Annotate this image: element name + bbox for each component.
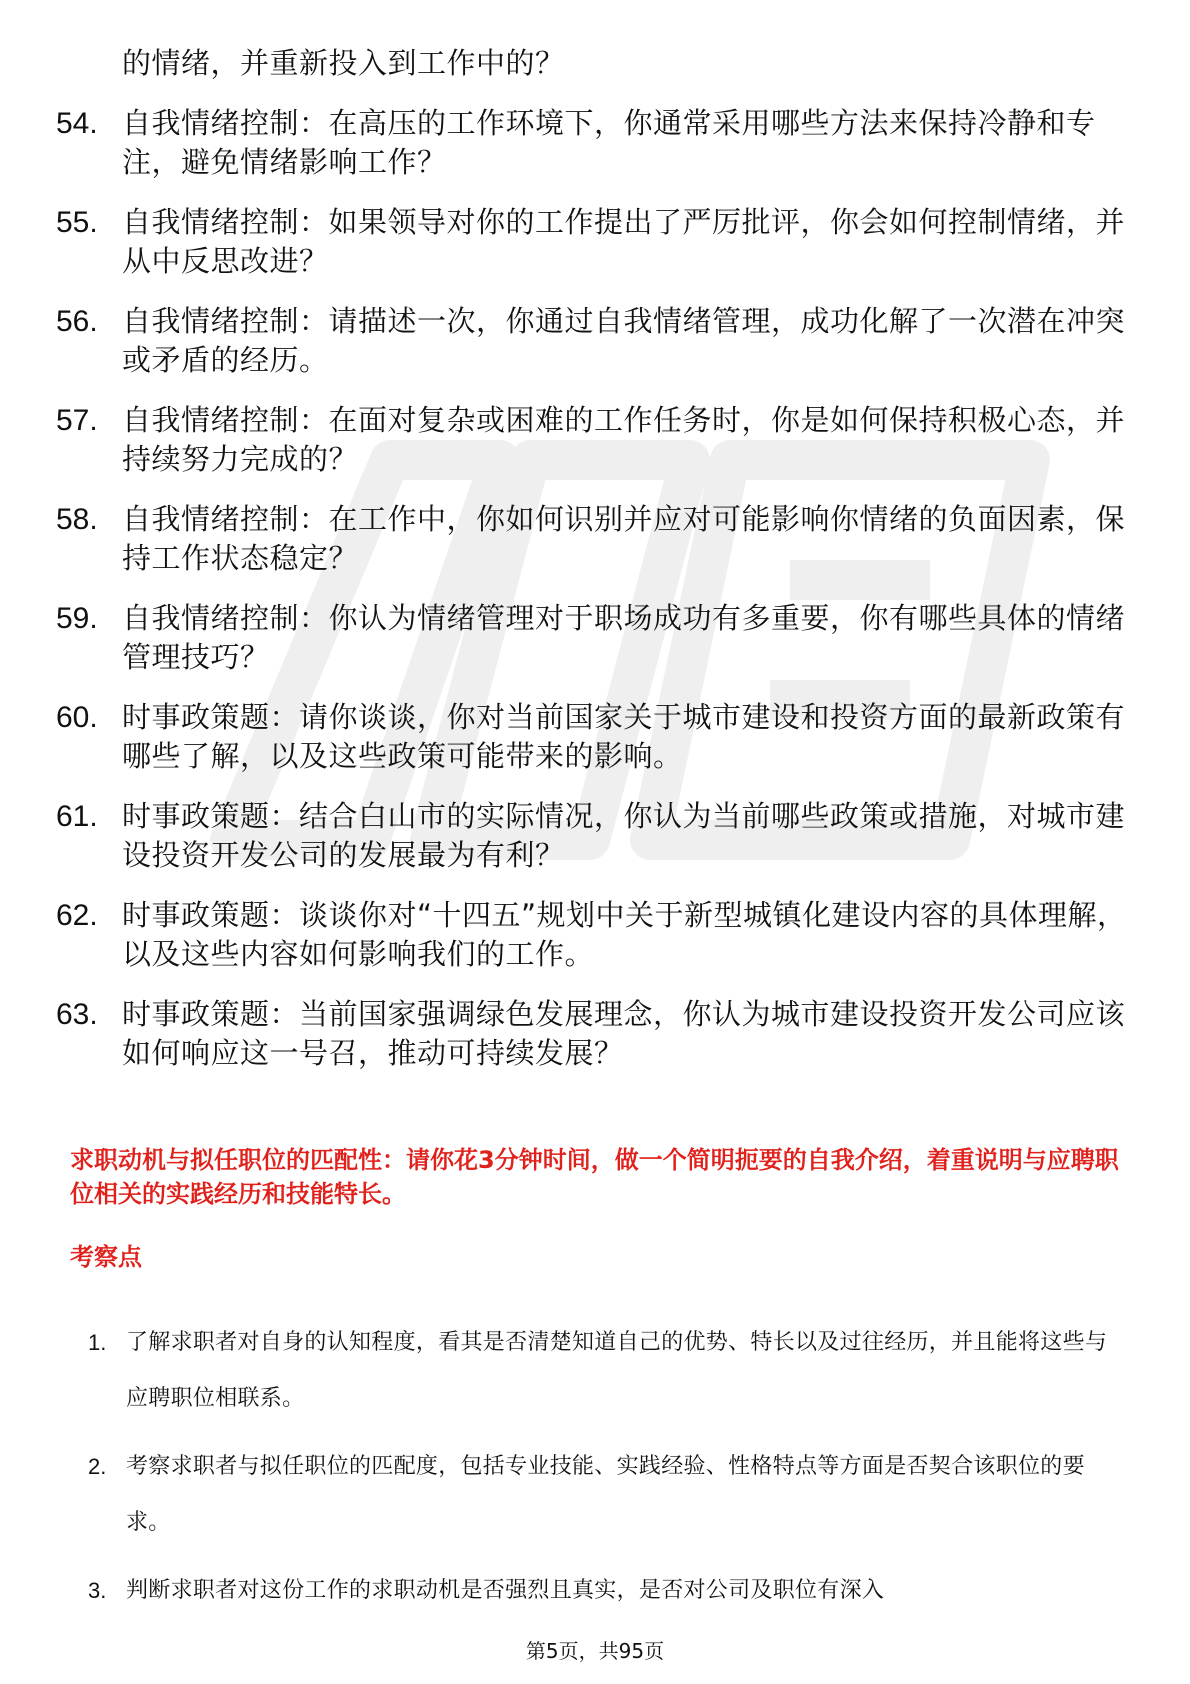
list-item (56, 599, 1136, 677)
question-number: 55. (56, 206, 98, 239)
question-number: 59. (56, 602, 98, 635)
list-item (56, 44, 1136, 83)
question-number: 62. (56, 899, 98, 932)
question-number: 60. (56, 701, 98, 734)
list-item (56, 995, 1136, 1073)
list-item (88, 1563, 1128, 1619)
question-text: 自我情绪控制：在面对复杂或困难的工作任务时，你是如何保持积极心态，并持续努力完成的？ (122, 403, 1126, 476)
question-number: 61. (56, 800, 98, 833)
question-text: 自我情绪控制：在高压的工作环境下，你通常采用哪些方法来保持冷静和专注，避免情绪影响工作？ (122, 106, 1096, 179)
list-item (56, 500, 1136, 578)
point-number: 3. (88, 1578, 107, 1603)
list-item (56, 302, 1136, 380)
point-text: 了解求职者对自身的认知程度，看其是否清楚知道自己的优势、特长以及过往经历，并且能将这些与应聘职位相联系。 (126, 1330, 1108, 1411)
question-text: 时事政策题：请你谈谈，你对当前国家关于城市建设和投资方面的最新政策有哪些了解，以及这些政策可能带来的影响。 (122, 700, 1126, 773)
list-item (56, 896, 1136, 974)
point-number: 1. (88, 1330, 107, 1355)
question-text: 时事政策题：结合白山市的实际情况，你认为当前哪些政策或措施，对城市建设投资开发公司的发展最为有利？ (122, 799, 1126, 872)
question-text: 自我情绪控制：在工作中，你如何识别并应对可能影响你情绪的负面因素，保持工作状态稳定？ (122, 502, 1126, 575)
list-item (56, 698, 1136, 776)
point-number: 2. (88, 1454, 107, 1479)
question-number: 57. (56, 404, 98, 437)
question-number: 56. (56, 305, 98, 338)
question-text: 的情绪，并重新投入到工作中的？ (122, 46, 565, 80)
question-text: 时事政策题：谈谈你对“十四五”规划中关于新型城镇化建设内容的具体理解，以及这些内容如何影响我们的工作。 (122, 898, 1127, 971)
question-number: 63. (56, 998, 98, 1031)
question-list (56, 44, 1136, 1094)
list-item (56, 203, 1136, 281)
list-item (56, 797, 1136, 875)
list-item (88, 1315, 1128, 1427)
question-number: 54. (56, 107, 98, 140)
list-item (56, 401, 1136, 479)
question-text: 自我情绪控制：如果领导对你的工作提出了严厉批评，你会如何控制情绪，并从中反思改进？ (122, 205, 1126, 278)
point-text: 判断求职者对这份工作的求职动机是否强烈且真实，是否对公司及职位有深入 (126, 1578, 885, 1603)
page-footer: 第5页，共95页 (525, 1639, 665, 1663)
question-number: 58. (56, 503, 98, 536)
question-text: 时事政策题：当前国家强调绿色发展理念，你认为城市建设投资开发公司应该如何响应这一号召，推动可持续发展？ (122, 997, 1126, 1070)
assessment-points-list (88, 1315, 1128, 1631)
question-text: 自我情绪控制：你认为情绪管理对于职场成功有多重要，你有哪些具体的情绪管理技巧？ (122, 601, 1126, 674)
highlighted-question: 求职动机与拟任职位的匹配性：请你花3分钟时间，做一个简明扼要的自我介绍，着重说明与应聘职位相关的实践经历和技能特长。 (70, 1146, 1119, 1208)
section-heading: 考察点 (70, 1243, 142, 1271)
list-item (56, 104, 1136, 182)
list-item (88, 1439, 1128, 1551)
point-text: 考察求职者与拟任职位的匹配度，包括专业技能、实践经验、性格特点等方面是否契合该职位的要求。 (126, 1454, 1085, 1535)
question-text: 自我情绪控制：请描述一次，你通过自我情绪管理，成功化解了一次潜在冲突或矛盾的经历。 (122, 304, 1126, 377)
